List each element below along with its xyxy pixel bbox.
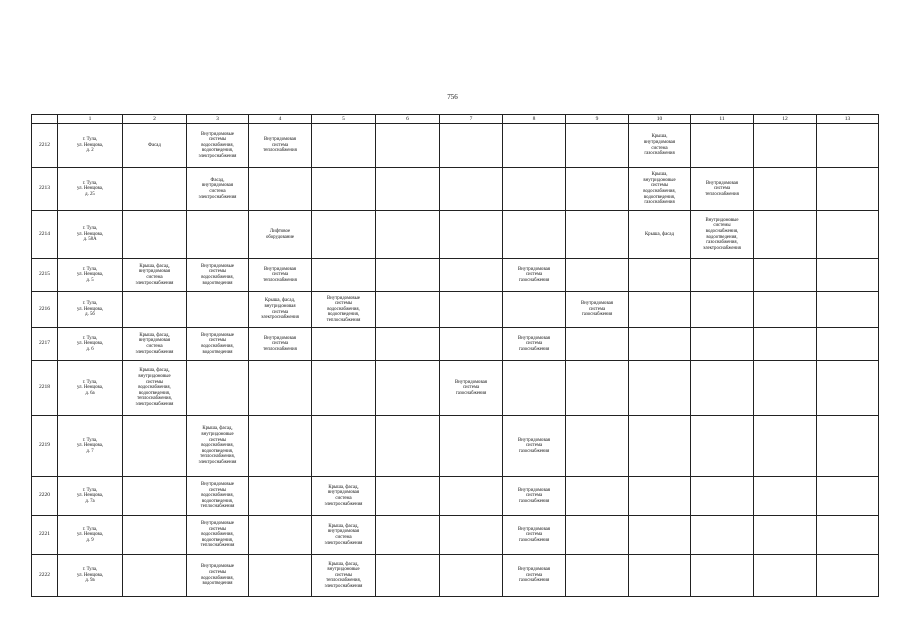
row-number: 2213	[32, 168, 58, 211]
work-cell-col-4	[187, 168, 249, 211]
work-cell-col-6	[312, 328, 376, 361]
work-cell-col-10	[566, 555, 629, 597]
work-text: Крыша, внутридомовые системы водоснабжения, водоотведения, газоснабжения	[643, 172, 676, 206]
address-cell	[58, 168, 123, 211]
work-cell-col-4	[187, 211, 249, 259]
work-cell-col-8	[440, 124, 503, 168]
row-number: 2215	[32, 259, 58, 292]
work-cell-col-7	[376, 259, 440, 292]
work-cell-col-7	[376, 516, 440, 555]
address-text: г. Тула, ул. Немцова, д. 5б	[76, 301, 104, 318]
work-cell-col-7	[376, 292, 440, 328]
address-cell	[58, 259, 123, 292]
table-row	[32, 328, 879, 361]
work-cell-col-4	[187, 516, 249, 555]
work-cell-col-10	[566, 416, 629, 477]
work-cell-col-6	[312, 292, 376, 328]
work-cell-col-8	[440, 361, 503, 416]
work-text: Внутридомовые системы водоснабжения, водоотведения, газоснабжения, электроснабжения	[703, 217, 741, 251]
table-row	[32, 361, 879, 416]
work-cell-col-14	[817, 259, 879, 292]
row-number: 2219	[32, 416, 58, 477]
column-header-13: 13	[817, 115, 879, 124]
work-cell-col-12	[691, 416, 754, 477]
work-text: Крыша, фасад, внутридомовые системы водоснабжения, водоотведения, теплоснабжения, электроснабжения	[198, 426, 237, 465]
work-cell-col-10	[566, 292, 629, 328]
table-row	[32, 292, 879, 328]
table-row	[32, 516, 879, 555]
work-cell-col-10	[566, 516, 629, 555]
work-cell-col-4	[187, 416, 249, 477]
work-cell-col-11	[629, 477, 691, 516]
column-header-5: 5	[312, 115, 376, 124]
work-cell-col-6	[312, 168, 376, 211]
work-cell-col-14	[817, 477, 879, 516]
work-cell-col-7	[376, 361, 440, 416]
work-cell-col-8	[440, 211, 503, 259]
work-cell-col-10	[566, 361, 629, 416]
work-cell-col-13	[754, 168, 817, 211]
work-cell-col-12	[691, 477, 754, 516]
work-cell-col-12	[691, 516, 754, 555]
column-header-2: 2	[123, 115, 187, 124]
address-text: г. Тула, ул. Немцова, д. 9	[76, 526, 104, 543]
address-cell	[58, 211, 123, 259]
work-cell-col-12	[691, 555, 754, 597]
work-cell-col-5	[249, 259, 312, 292]
work-cell-col-8	[440, 477, 503, 516]
table-body	[32, 124, 879, 597]
work-cell-col-12	[691, 328, 754, 361]
work-cell-col-14	[817, 168, 879, 211]
work-cell-col-13	[754, 555, 817, 597]
work-cell-col-5	[249, 361, 312, 416]
address-text: г. Тула, ул. Немцова, д. 7а	[76, 487, 104, 504]
work-cell-col-14	[817, 361, 879, 416]
column-header-1: 1	[58, 115, 123, 124]
work-cell-col-10	[566, 168, 629, 211]
work-cell-col-6	[312, 124, 376, 168]
table-row	[32, 211, 879, 259]
row-number: 2214	[32, 211, 58, 259]
work-cell-col-12	[691, 168, 754, 211]
work-cell-col-5	[249, 211, 312, 259]
table-row	[32, 416, 879, 477]
work-cell-col-10	[566, 211, 629, 259]
column-header-12: 12	[754, 115, 817, 124]
work-cell-col-8	[440, 168, 503, 211]
column-header-4: 4	[249, 115, 312, 124]
work-cell-col-6	[312, 516, 376, 555]
work-text: Крыша, фасад, внутридомовые системы водоснабжения, водоотведения, теплоснабжения, электроснабжения	[135, 368, 174, 407]
work-cell-col-11	[629, 416, 691, 477]
work-text: Внутридомовая система газоснабжения	[454, 379, 487, 396]
work-cell-col-3	[123, 555, 187, 597]
work-text: Крыша, фасад, внутридомовые системы теплоснабжения, электроснабжения	[324, 561, 363, 589]
work-text: Внутридомовые системы водоснабжения, водоотведения, теплоснабжения	[200, 521, 235, 549]
work-text: Внутридомовая система газоснабжения	[517, 567, 550, 584]
work-cell-col-13	[754, 416, 817, 477]
work-text: Крыша, фасад, внутридомовая система электроснабжения	[261, 298, 299, 321]
work-cell-col-14	[817, 211, 879, 259]
work-cell-col-9	[503, 259, 566, 292]
work-cell-col-10	[566, 477, 629, 516]
table-row	[32, 477, 879, 516]
work-cell-col-7	[376, 328, 440, 361]
work-cell-col-6	[312, 416, 376, 477]
work-cell-col-5	[249, 328, 312, 361]
address-cell	[58, 361, 123, 416]
work-cell-col-8	[440, 416, 503, 477]
work-cell-col-9	[503, 124, 566, 168]
row-number: 2218	[32, 361, 58, 416]
work-cell-col-12	[691, 292, 754, 328]
work-cell-col-11	[629, 328, 691, 361]
work-text: Фасад, внутридомовая система электроснабжения	[198, 177, 237, 200]
row-number-header	[32, 115, 58, 124]
work-cell-col-6	[312, 211, 376, 259]
work-cell-col-14	[817, 124, 879, 168]
work-cell-col-9	[503, 328, 566, 361]
work-cell-col-3	[123, 361, 187, 416]
work-cell-col-8	[440, 328, 503, 361]
work-cell-col-4	[187, 124, 249, 168]
work-cell-col-11	[629, 361, 691, 416]
work-cell-col-5	[249, 168, 312, 211]
work-cell-col-9	[503, 211, 566, 259]
work-cell-col-9	[503, 555, 566, 597]
work-cell-col-7	[376, 555, 440, 597]
column-header-3: 3	[187, 115, 249, 124]
work-text: Внутридомовая система теплоснабжения	[705, 180, 739, 197]
address-text: г. Тула, ул. Немцова, д. 25	[76, 180, 104, 197]
work-cell-col-11	[629, 516, 691, 555]
address-text: г. Тула, ул. Немцова, д. 58А	[76, 226, 104, 243]
work-cell-col-13	[754, 259, 817, 292]
row-number: 2222	[32, 555, 58, 597]
work-cell-col-4	[187, 361, 249, 416]
address-cell	[58, 328, 123, 361]
work-cell-col-5	[249, 124, 312, 168]
address-text: г. Тула, ул. Немцова, д. 5	[76, 266, 104, 283]
work-cell-col-6	[312, 259, 376, 292]
row-number: 2221	[32, 516, 58, 555]
work-cell-col-12	[691, 124, 754, 168]
work-cell-col-11	[629, 555, 691, 597]
column-header-11: 11	[691, 115, 754, 124]
work-cell-col-9	[503, 361, 566, 416]
column-header-9: 9	[566, 115, 629, 124]
work-text: Внутридомовая система газоснабжения	[517, 487, 550, 504]
work-cell-col-13	[754, 124, 817, 168]
address-cell	[58, 516, 123, 555]
work-text: Внутридомовая система теплоснабжения	[263, 137, 297, 154]
work-cell-col-3	[123, 477, 187, 516]
row-number: 2220	[32, 477, 58, 516]
work-text: Внутридомовая система теплоснабжения	[263, 335, 297, 352]
work-cell-col-8	[440, 555, 503, 597]
address-cell	[58, 292, 123, 328]
work-cell-col-10	[566, 259, 629, 292]
work-cell-col-13	[754, 516, 817, 555]
work-cell-col-10	[566, 124, 629, 168]
table-row	[32, 168, 879, 211]
work-cell-col-5	[249, 292, 312, 328]
work-text: Крыша, фасад, внутридомовая система электроснабжения	[324, 484, 363, 507]
table-row	[32, 555, 879, 597]
address-text: г. Тула, ул. Немцова, д. 6	[76, 335, 104, 352]
work-text: Внутридомовая система газоснабжения	[517, 335, 550, 352]
work-cell-col-7	[376, 211, 440, 259]
address-cell	[58, 124, 123, 168]
address-cell	[58, 416, 123, 477]
work-cell-col-12	[691, 361, 754, 416]
work-cell-col-12	[691, 259, 754, 292]
work-text: Внутридомовые системы водоснабжения, водоотведения	[200, 263, 235, 286]
work-cell-col-11	[629, 168, 691, 211]
work-cell-col-5	[249, 416, 312, 477]
row-number: 2212	[32, 124, 58, 168]
work-text: Крыша, фасад	[644, 231, 675, 237]
work-cell-col-4	[187, 477, 249, 516]
address-cell	[58, 477, 123, 516]
work-cell-col-6	[312, 361, 376, 416]
address-text: г. Тула, ул. Немцова, д. 2	[76, 137, 104, 154]
work-cell-col-3	[123, 516, 187, 555]
column-header-10: 10	[629, 115, 691, 124]
work-text: Крыша, фасад, внутридомовая система электроснабжения	[324, 523, 363, 546]
work-text: Внутридомовая система газоснабжения	[580, 301, 613, 318]
work-cell-col-4	[187, 555, 249, 597]
work-cell-col-7	[376, 416, 440, 477]
column-number-row	[32, 115, 879, 124]
page-number: 756	[447, 93, 458, 101]
work-text: Внутридомовая система газоснабжения	[517, 266, 550, 283]
work-text: Лифтовое оборудование	[265, 228, 295, 240]
work-cell-col-5	[249, 516, 312, 555]
address-text: г. Тула, ул. Немцова, д. 6а	[76, 379, 104, 396]
work-cell-col-11	[629, 124, 691, 168]
table-row	[32, 259, 879, 292]
column-header-6: 6	[376, 115, 440, 124]
work-cell-col-9	[503, 168, 566, 211]
work-cell-col-11	[629, 211, 691, 259]
work-cell-col-13	[754, 292, 817, 328]
work-cell-col-5	[249, 555, 312, 597]
work-cell-col-7	[376, 477, 440, 516]
work-cell-col-8	[440, 292, 503, 328]
work-cell-col-6	[312, 477, 376, 516]
work-cell-col-3	[123, 259, 187, 292]
work-cell-col-9	[503, 477, 566, 516]
work-cell-col-4	[187, 328, 249, 361]
address-text: г. Тула, ул. Немцова, д. 9а	[76, 567, 104, 584]
table-row	[32, 124, 879, 168]
address-cell	[58, 555, 123, 597]
work-text: Внутридомовые системы водоснабжения, водоотведения	[200, 332, 235, 355]
work-cell-col-3	[123, 328, 187, 361]
work-text: Внутридомовые системы водоснабжения, водоотведения, электроснабжения	[198, 131, 237, 159]
work-cell-col-14	[817, 292, 879, 328]
work-cell-col-14	[817, 416, 879, 477]
column-header-7: 7	[440, 115, 503, 124]
work-cell-col-10	[566, 328, 629, 361]
work-text: Внутридомовая система газоснабжения	[517, 526, 550, 543]
work-cell-col-4	[187, 292, 249, 328]
work-text: Внутридомовые системы водоснабжения, водоотведения	[200, 564, 235, 587]
work-cell-col-3	[123, 168, 187, 211]
work-cell-col-8	[440, 259, 503, 292]
work-cell-col-9	[503, 416, 566, 477]
row-number: 2216	[32, 292, 58, 328]
work-cell-col-12	[691, 211, 754, 259]
work-text: Крыша, внутридомовая система газоснабжения	[643, 134, 676, 157]
work-cell-col-3	[123, 292, 187, 328]
work-cell-col-14	[817, 516, 879, 555]
repair-schedule-table	[31, 114, 879, 597]
work-cell-col-13	[754, 477, 817, 516]
work-cell-col-6	[312, 555, 376, 597]
work-cell-col-4	[187, 259, 249, 292]
work-text: Внутридомовые системы водоснабжения, водоотведения, теплоснабжения	[200, 482, 235, 510]
row-number: 2217	[32, 328, 58, 361]
work-text: Фасад	[148, 142, 161, 148]
work-cell-col-8	[440, 516, 503, 555]
work-cell-col-14	[817, 328, 879, 361]
work-text: Внутридомовая система теплоснабжения	[263, 266, 297, 283]
address-text: г. Тула, ул. Немцова, д. 7	[76, 437, 104, 454]
work-text: Внутридомовые системы водоснабжения, водоотведения, теплоснабжения	[326, 295, 361, 323]
work-cell-col-11	[629, 259, 691, 292]
work-cell-col-14	[817, 555, 879, 597]
work-text: Крыша, фасад, внутридомовая система электроснабжения	[135, 332, 174, 355]
work-cell-col-9	[503, 292, 566, 328]
work-cell-col-3	[123, 211, 187, 259]
work-cell-col-13	[754, 211, 817, 259]
work-cell-col-3	[123, 416, 187, 477]
work-cell-col-7	[376, 168, 440, 211]
work-cell-col-7	[376, 124, 440, 168]
work-cell-col-9	[503, 516, 566, 555]
work-cell-col-11	[629, 292, 691, 328]
work-text: Крыша, фасад, внутридомовая система электроснабжения	[135, 263, 174, 286]
work-cell-col-5	[249, 477, 312, 516]
work-cell-col-13	[754, 361, 817, 416]
work-cell-col-13	[754, 328, 817, 361]
column-header-8: 8	[503, 115, 566, 124]
work-text: Внутридомовая система газоснабжения	[517, 437, 550, 454]
work-cell-col-3	[123, 124, 187, 168]
